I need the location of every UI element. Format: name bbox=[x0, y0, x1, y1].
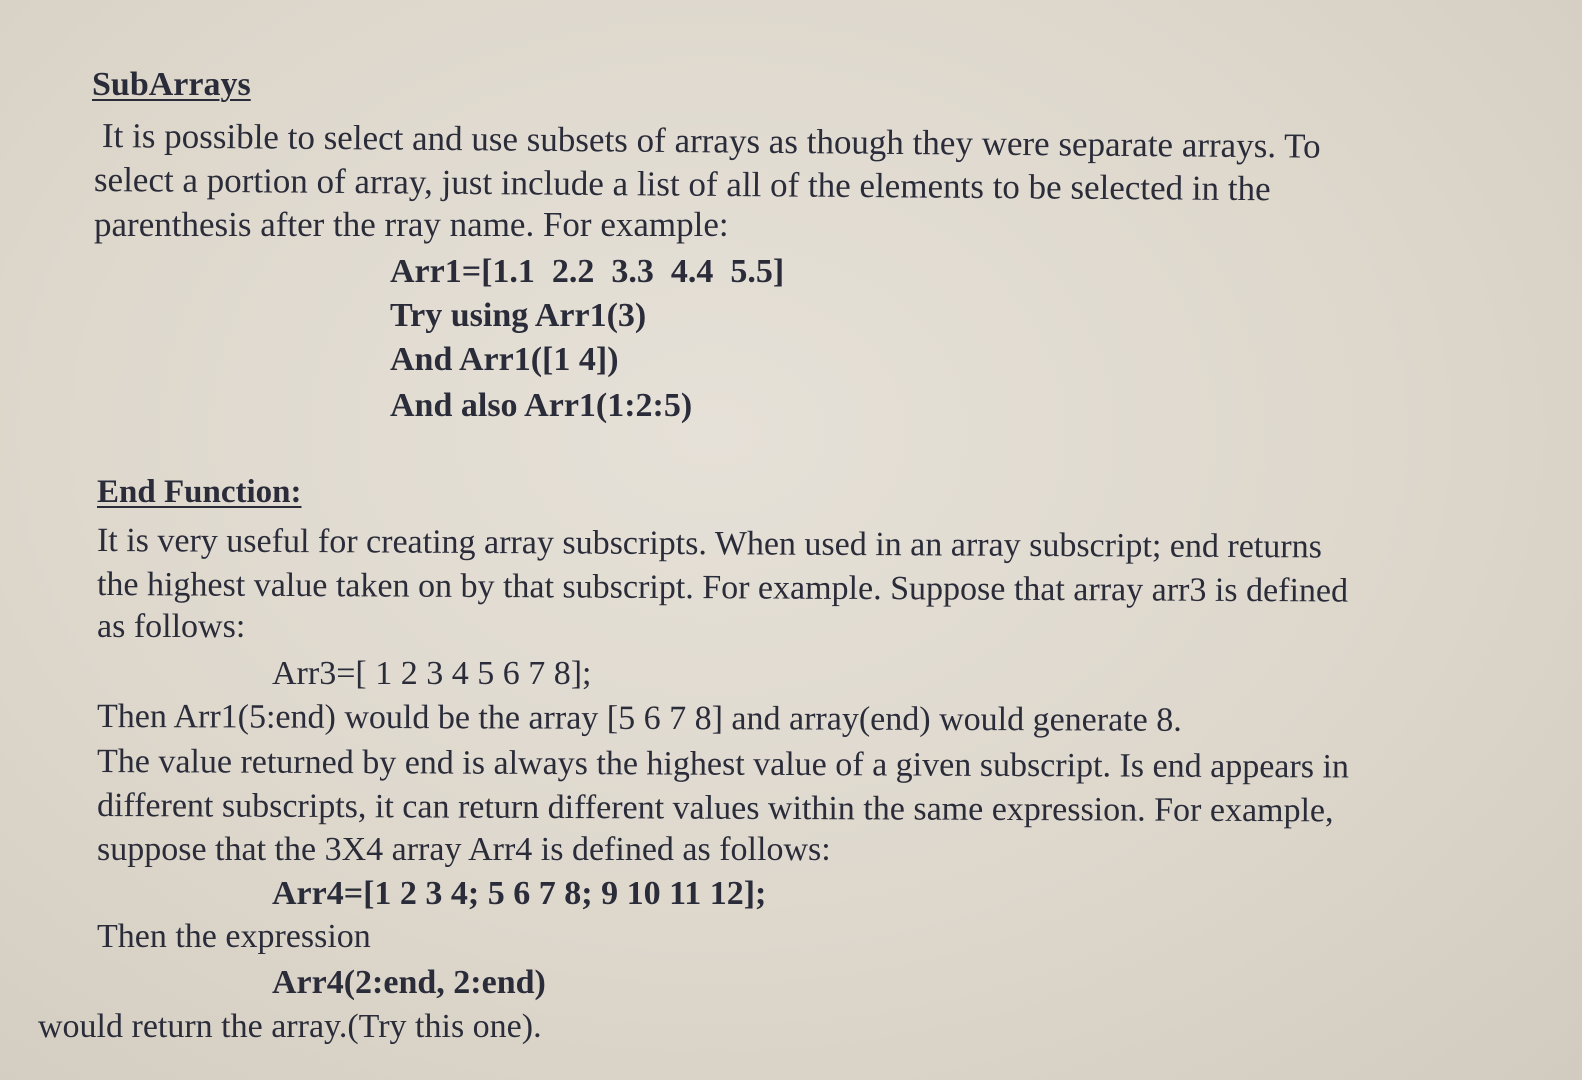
paragraph-line: It is very useful for creating array subscripts. When used in an array subscript; end returns bbox=[96, 522, 1322, 566]
paragraph-line: suppose that the 3X4 array Arr4 is defined as follows: bbox=[97, 831, 831, 868]
code-example-arr1: Arr1=[1.1 2.2 3.3 4.4 5.5] bbox=[390, 253, 785, 290]
paragraph-line: select a portion of array, just include a list of all of the elements to be selected in the bbox=[93, 160, 1271, 209]
code-arr3-definition: Arr3=[ 1 2 3 4 5 6 7 8]; bbox=[272, 655, 592, 692]
code-example-and: And Arr1([1 4]) bbox=[390, 341, 619, 378]
paragraph-line: The value returned by end is always the highest value of a given subscript. Is end appears in bbox=[96, 743, 1350, 786]
heading-subarrays: SubArrays bbox=[92, 66, 251, 103]
paragraph-line: It is possible to select and use subsets of arrays as though they were separate arrays. To bbox=[101, 116, 1321, 166]
paragraph-line: Then Arr1(5:end) would be the array [5 6 7 8] and array(end) would generate 8. bbox=[96, 698, 1182, 739]
paragraph-line: different subscripts, it can return different values within the same expression. For example, bbox=[96, 787, 1334, 830]
code-expression: Arr4(2:end, 2:end) bbox=[272, 964, 546, 1001]
code-example-and-also: And also Arr1(1:2:5) bbox=[390, 387, 693, 424]
code-arr4-definition: Arr4=[1 2 3 4; 5 6 7 8; 9 10 11 12]; bbox=[272, 875, 767, 912]
paragraph-line: would return the array.(Try this one). bbox=[38, 1008, 542, 1045]
paragraph-line: the highest value taken on by that subscript. For example. Suppose that array arr3 is defined bbox=[96, 566, 1349, 610]
heading-end-function: End Function: bbox=[97, 474, 302, 510]
paragraph-line: as follows: bbox=[97, 608, 246, 645]
paragraph-line: parenthesis after the rray name. For example: bbox=[94, 205, 729, 244]
paragraph-line: Then the expression bbox=[97, 918, 371, 955]
code-example-try: Try using Arr1(3) bbox=[390, 297, 647, 334]
